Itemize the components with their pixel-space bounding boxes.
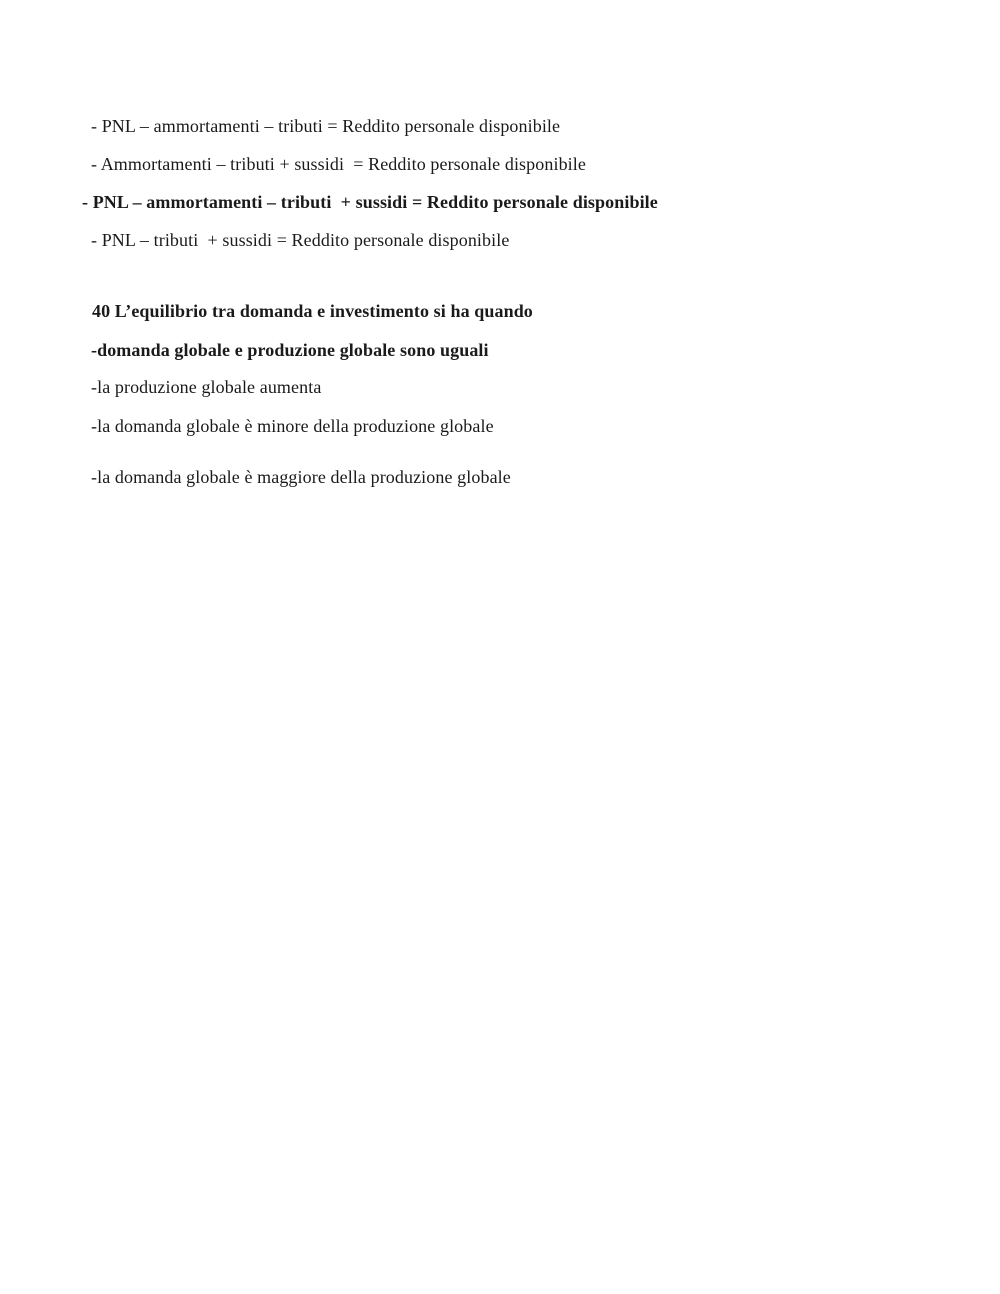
q39-option-3-correct: - PNL – ammortamenti – tributi + sussidi = Reddito personale disponibile [82,192,658,212]
q39-option-4: - PNL – tributi + sussidi = Reddito personale disponibile [91,230,510,250]
q40-option-4: -la domanda globale è maggiore della produzione globale [91,467,511,487]
q40-option-2: -la produzione globale aumenta [91,377,322,397]
q39-option-1: - PNL – ammortamenti – tributi = Reddito personale disponibile [91,116,561,136]
q39-option-2: - Ammortamenti – tributi + sussidi = Reddito personale disponibile [91,154,586,174]
q40-option-3: -la domanda globale è minore della produzione globale [91,416,494,436]
q40-title: 40 L’equilibrio tra domanda e investimento si ha quando [92,301,533,321]
q40-option-1-correct: -domanda globale e produzione globale sono uguali [91,340,489,360]
